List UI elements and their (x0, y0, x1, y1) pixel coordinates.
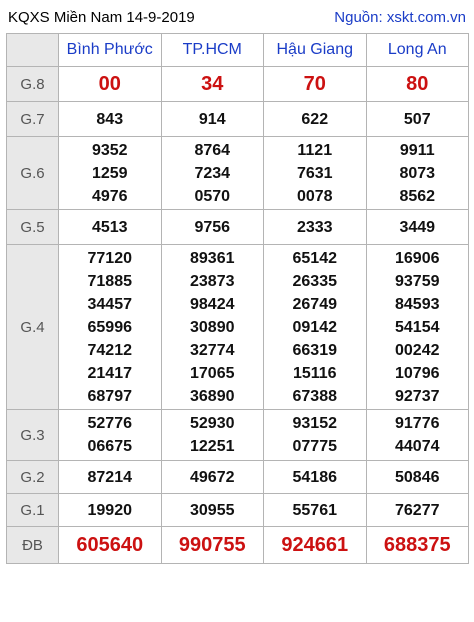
prize-cell-hau-giang (264, 410, 367, 461)
prize-number: 16906 (395, 249, 440, 267)
prize-number: 507 (403, 110, 431, 128)
prize-number: 54154 (395, 318, 440, 336)
prize-cell-long-an (366, 210, 469, 245)
prize-number: 0078 (296, 187, 333, 205)
prize-number: 84593 (395, 295, 440, 313)
prize-cell-binh-phuoc (59, 245, 162, 410)
prize-label: G.7 (7, 102, 59, 137)
prize-number: 924661 (281, 533, 349, 556)
prize-number: 52930 (190, 415, 235, 432)
prize-number: 4976 (91, 187, 128, 205)
source-link[interactable]: Nguồn: xskt.com.vn (334, 8, 466, 26)
prize-number: 54186 (292, 468, 337, 486)
prize-row (7, 137, 469, 210)
prize-cell-binh-phuoc (59, 527, 162, 564)
prize-number: 87214 (87, 468, 132, 486)
prize-number: 17065 (190, 364, 235, 382)
province-long-an[interactable]: Long An (366, 34, 469, 67)
prize-number: 34457 (87, 295, 132, 313)
prize-label: G.2 (7, 461, 59, 494)
prize-number: 98424 (190, 295, 235, 313)
prize-cell-long-an (366, 137, 469, 210)
prize-number: 914 (198, 110, 226, 128)
prize-number: 4513 (91, 218, 128, 236)
prize-number: 65142 (292, 249, 337, 267)
prize-label: G.8 (7, 67, 59, 102)
prize-row (7, 527, 469, 564)
prize-number: 23873 (190, 272, 235, 290)
prize-cell-tp-hcm (161, 527, 264, 564)
results-table (6, 33, 469, 564)
prize-row (7, 245, 469, 410)
prize-number: 93759 (395, 272, 440, 290)
prize-number: 1121 (297, 141, 333, 159)
prize-cell-hau-giang (264, 67, 367, 102)
prize-cell-tp-hcm (161, 137, 264, 210)
prize-number: 91776 (395, 415, 440, 432)
prize-number: 50846 (395, 468, 440, 486)
prize-label: ĐB (7, 527, 59, 564)
prize-number: 30890 (190, 318, 235, 336)
prize-number: 07775 (292, 438, 337, 455)
prize-number: 12251 (190, 438, 235, 455)
province-header-row (7, 34, 469, 67)
prize-row (7, 67, 469, 102)
prize-number: 49672 (190, 468, 235, 486)
prize-number: 77120 (87, 249, 132, 267)
prize-cell-hau-giang (264, 102, 367, 137)
prize-cell-long-an (366, 494, 469, 527)
prize-cell-long-an (366, 410, 469, 461)
prize-number: 30955 (190, 501, 235, 519)
prize-cell-tp-hcm (161, 245, 264, 410)
prize-cell-hau-giang (264, 210, 367, 245)
prize-number: 8073 (399, 164, 436, 182)
prize-cell-long-an (366, 102, 469, 137)
prize-cell-long-an (366, 67, 469, 102)
prize-number: 8764 (194, 141, 231, 159)
prize-number: 80 (406, 72, 429, 95)
prize-cell-long-an (366, 461, 469, 494)
corner-cell (7, 34, 59, 67)
prize-number: 3449 (399, 218, 436, 236)
prize-number: 55761 (292, 501, 337, 519)
prize-cell-hau-giang (264, 245, 367, 410)
prize-number: 70 (303, 72, 326, 95)
prize-number: 09142 (292, 318, 337, 336)
prize-label: G.1 (7, 494, 59, 527)
prize-number: 19920 (87, 501, 132, 519)
prize-cell-tp-hcm (161, 67, 264, 102)
prize-number: 26335 (292, 272, 337, 290)
prize-number: 605640 (76, 533, 144, 556)
prize-number: 89361 (190, 249, 235, 267)
prize-number: 76277 (395, 501, 440, 519)
prize-number: 67388 (292, 387, 337, 405)
prize-label: G.6 (7, 137, 59, 210)
prize-row (7, 494, 469, 527)
prize-row (7, 102, 469, 137)
prize-cell-tp-hcm (161, 494, 264, 527)
prize-number: 00 (98, 72, 121, 95)
prize-row (7, 210, 469, 245)
prize-cell-hau-giang (264, 461, 367, 494)
prize-cell-binh-phuoc (59, 137, 162, 210)
prize-number: 44074 (395, 438, 440, 455)
prize-cell-tp-hcm (161, 461, 264, 494)
prize-number: 00242 (395, 341, 440, 359)
prize-number: 74212 (87, 341, 132, 359)
prize-number: 843 (96, 110, 124, 128)
province-hau-giang[interactable]: Hậu Giang (264, 34, 367, 67)
prize-number: 66319 (292, 341, 337, 359)
prize-number: 7234 (194, 164, 231, 182)
prize-number: 92737 (395, 387, 440, 405)
prize-label: G.3 (7, 410, 59, 461)
prize-number: 2333 (296, 218, 333, 236)
province-binh-phuoc[interactable]: Bình Phước (59, 34, 162, 67)
prize-cell-hau-giang (264, 137, 367, 210)
prize-row (7, 461, 469, 494)
prize-number: 36890 (190, 387, 235, 405)
prize-cell-tp-hcm (161, 410, 264, 461)
prize-number: 52776 (87, 415, 132, 432)
prize-number: 93152 (292, 415, 337, 432)
results-header (6, 4, 468, 30)
prize-number: 32774 (190, 341, 235, 359)
prize-label: G.5 (7, 210, 59, 245)
prize-cell-tp-hcm (161, 102, 264, 137)
prize-number: 990755 (178, 533, 246, 556)
prize-number: 68797 (87, 387, 132, 405)
prize-number: 21417 (87, 364, 132, 382)
prize-cell-binh-phuoc (59, 494, 162, 527)
prize-number: 0570 (194, 187, 231, 205)
prize-number: 10796 (395, 364, 440, 382)
province-tp-hcm[interactable]: TP.HCM (161, 34, 264, 67)
prize-number: 65996 (87, 318, 132, 336)
prize-cell-hau-giang (264, 527, 367, 564)
prize-number: 34 (201, 72, 224, 95)
prize-number: 8562 (399, 187, 436, 205)
prize-cell-long-an (366, 527, 469, 564)
prize-number: 7631 (296, 164, 333, 182)
prize-label: G.4 (7, 245, 59, 410)
page-title: KQXS Miền Nam 14-9-2019 (8, 8, 195, 26)
prize-cell-binh-phuoc (59, 410, 162, 461)
prize-row (7, 410, 469, 461)
prize-number: 15116 (292, 364, 337, 382)
prize-number: 1259 (91, 164, 128, 182)
prize-number: 9911 (399, 141, 435, 159)
prize-number: 06675 (87, 438, 132, 455)
prize-cell-binh-phuoc (59, 67, 162, 102)
prize-number: 9352 (91, 141, 128, 159)
prize-cell-binh-phuoc (59, 102, 162, 137)
prize-number: 71885 (87, 272, 132, 290)
prize-cell-tp-hcm (161, 210, 264, 245)
prize-cell-binh-phuoc (59, 461, 162, 494)
prize-number: 622 (301, 110, 329, 128)
prize-number: 9756 (194, 218, 231, 236)
prize-cell-long-an (366, 245, 469, 410)
prize-number: 688375 (383, 533, 451, 556)
prize-number: 26749 (292, 295, 337, 313)
prize-cell-binh-phuoc (59, 210, 162, 245)
prize-cell-hau-giang (264, 494, 367, 527)
